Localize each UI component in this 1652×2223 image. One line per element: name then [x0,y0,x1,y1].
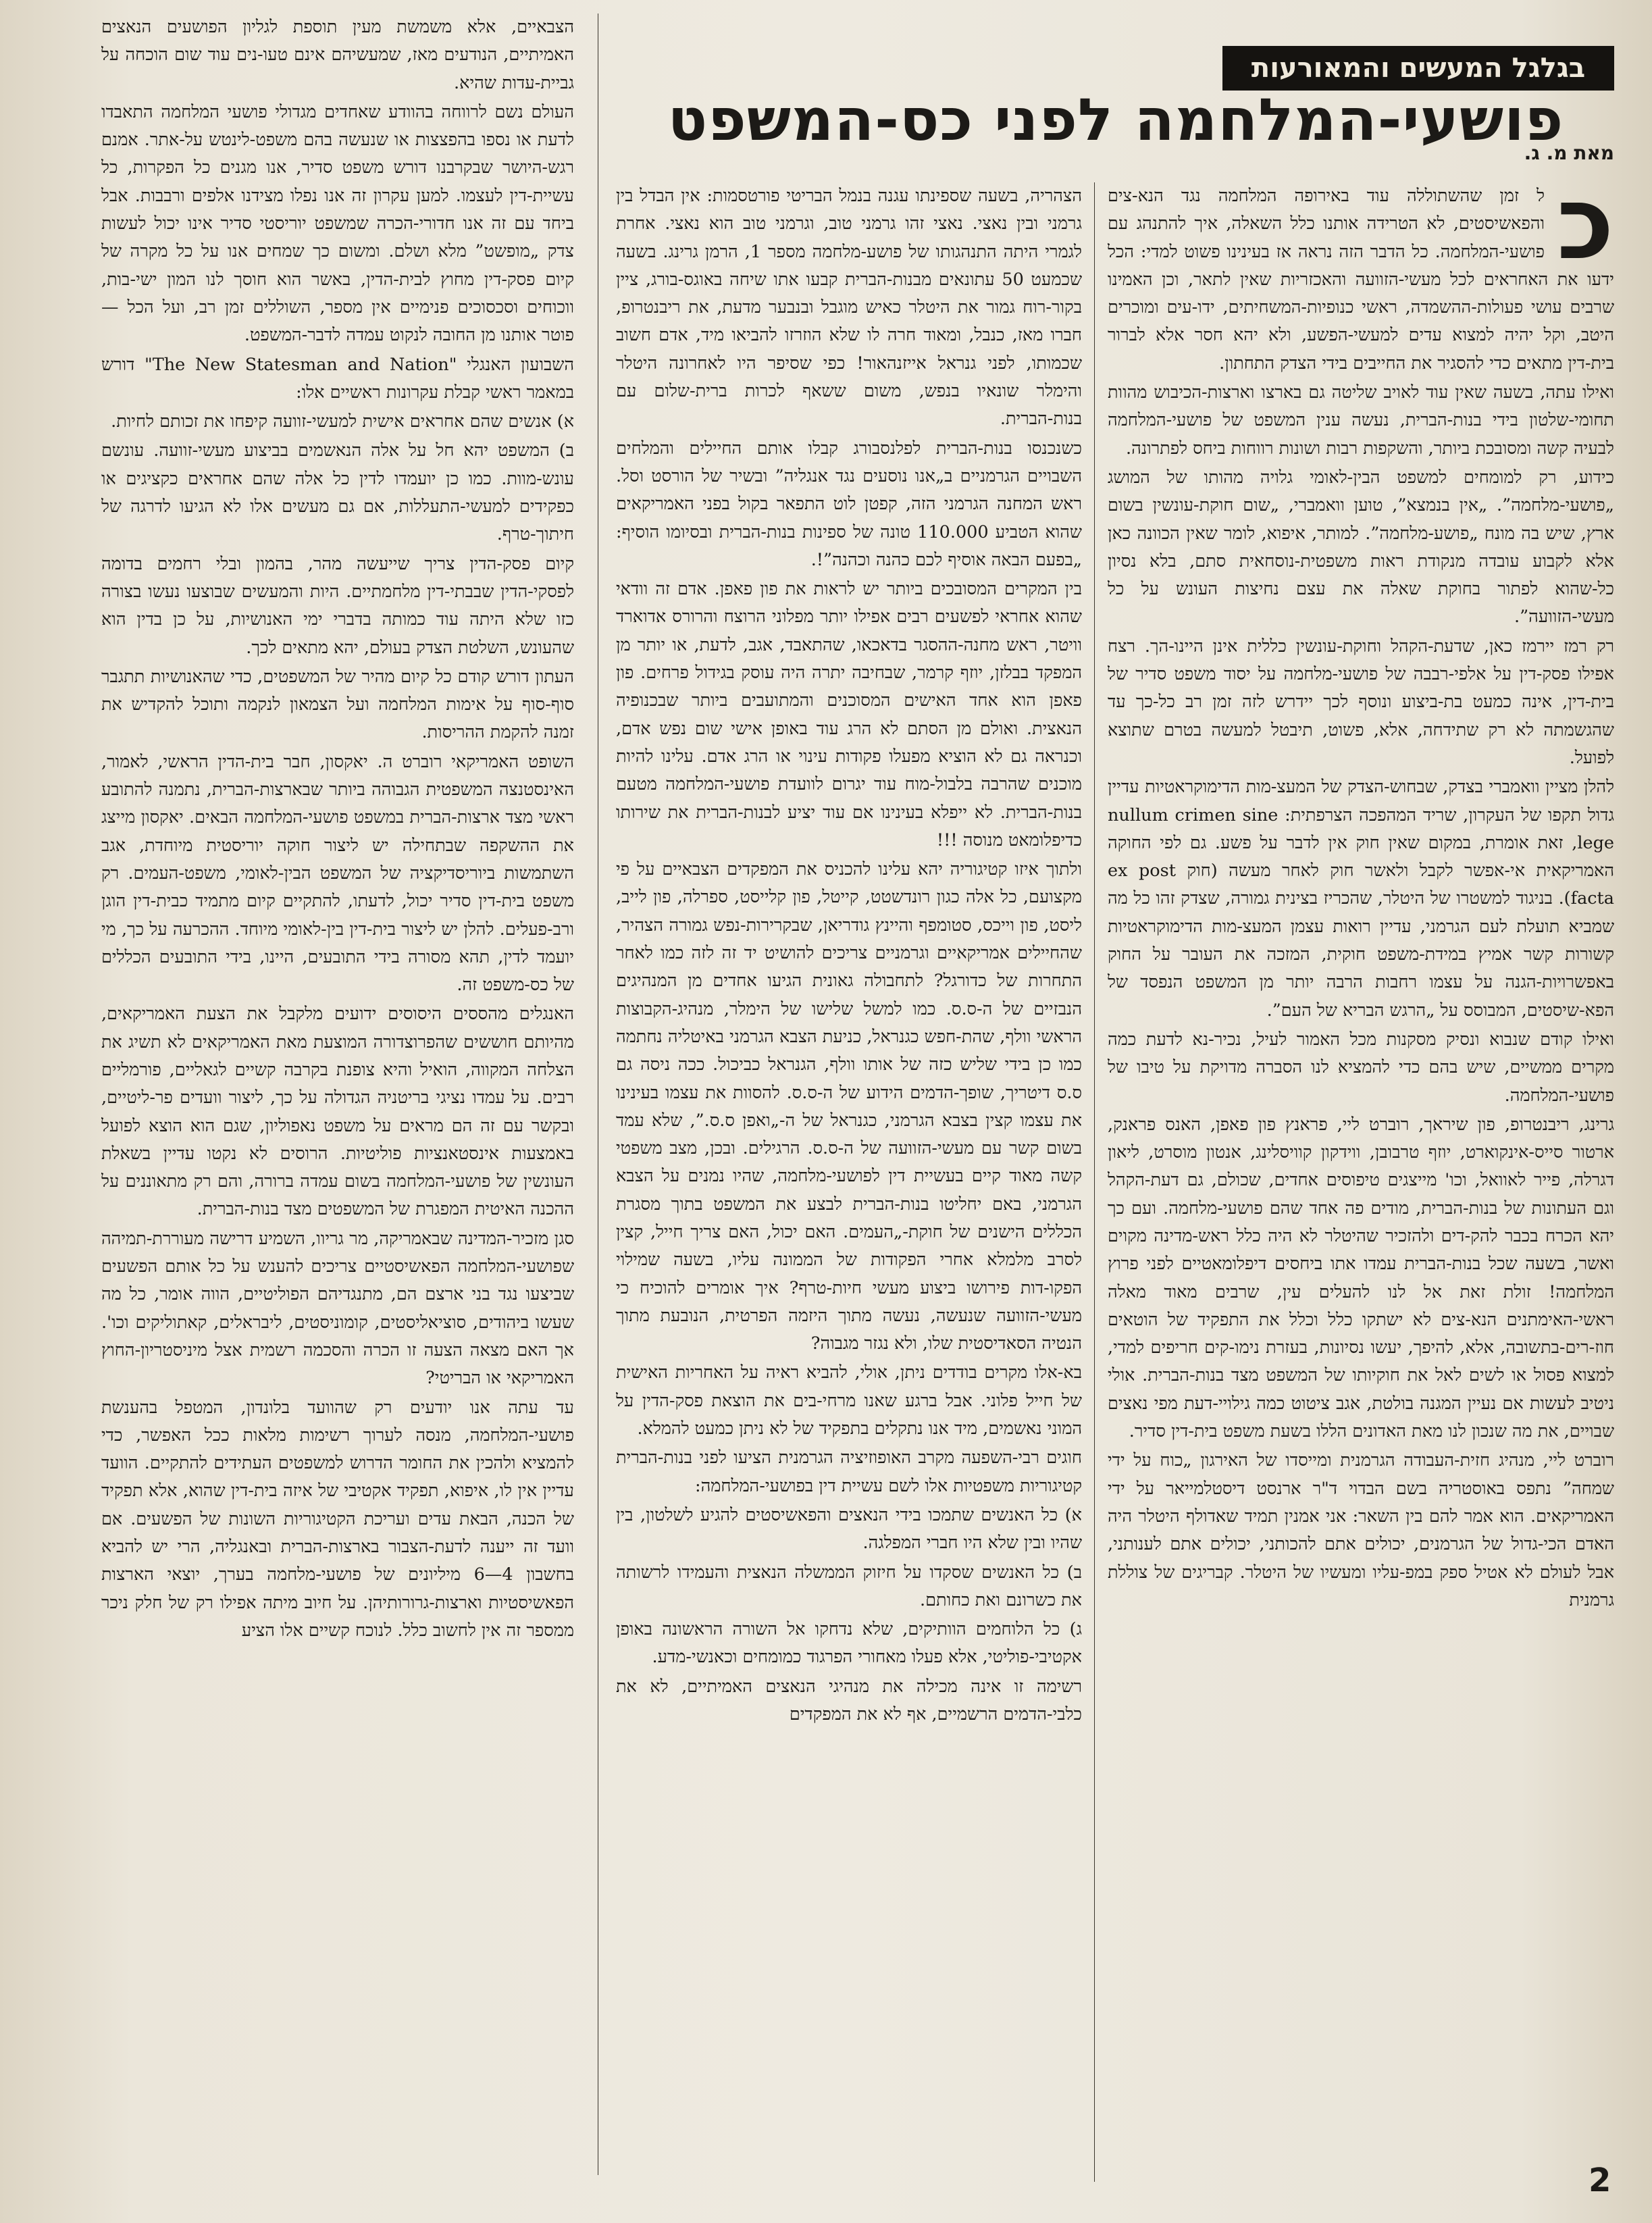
paragraph: ואילו קודם שנבוא ונסיק מסקנות מכל האמור לעיל, נכיר-נא לדעת כמה מקרים ממשיים, שיש בהם כדי להמציא לנו הסברה מדויקת על טיבו של פושעי-המלחמה. [1108,1029,1614,1106]
paragraph: ולתוך איזו קטיגוריה יהא עלינו להכניס את המפקדים הצבאיים על פי מקצועם, כל אלה כגון רונדשטט, קייטל, פון קלייסט, ספרלה, פון לייב, ליסט, פון וייכס, סטומפף והיינץ גודריאן, שבקרירות-נפש גמורה הצהיר, שהחיילים אמריקאיים וגרמניים צריכים להושיט יד זה לזה כמו לאחר התחרות של כדורגל? לתחבולה גאונית הגיעו אחדים מן המנהיגים הנבזיים של ה-ס.ס. כמו למשל שלישו של הימלר, מנהיג-הקבוצות הראשי וולף, שהת-חפש כגנראל, כניעת הצבא הגרמני באיטליה נחתמה כמו כן בידי שליש כזה של אותו וולף, הגנראל כביכול. ככה ניסה גם ס.ס דיטריך, שופך-הדמים הידוע של ה-ס.ס. להסוות את עצמו בעינינו את עצמו קצין בצבא הגרמני, כגנראל של ה-„ואפן ס.ס.”, שלא עמד בשום קשר עם מעשי-הזוועה של ה-ס.ס. הרגילים. ובכן, מצב משפטי קשה מאוד קיים בעשיית דין לפושעי-מלחמה, שהיו נמנים על הצבא הגרמני, באם יחליטו בנות-הברית לבצע את המשפט בתוך מסגרת הכללים הישנים של חוקת-„העמים. האם יכול, האם צריך חייל, קצין לסרב מלמלא אחרי הפקודות של הממונה עליו, בשעה שמילוי הפקו-דות פירושו ביצוע מעשי חיות-טרף? איך אומרים להוכיח כי מעשי-הזוועה שנעשה, נעשה מתוך היזמה הפרטית, הנובעת מתוך הנטיה הסאדיסטית שלו, ולא נגזר מגבוה? [616,859,1082,1354]
page-number: 2 [1589,2162,1611,2199]
list-item: ב) כל האנשים שסקדו על חיזוק הממשלה הנאצית והעמידו לרשותה את כשרונם ואת כחותם. [616,1562,1082,1610]
paragraph: כידוע, רק למומחים למשפט הבין-לאומי גלויה מהותו של המושג „פושעי-מלחמה”. „אין בנמצא”, טוען וואמברי, „שום חוקת-עונשין בשום ארץ, שיש בה מונח „פושע-מלחמה”. למותר, איפוא, לומר שאין הכוונה כאן אלא לקבוע עובדה מנקודת ראות משפטית-נוסחאית סתם, בלא נסיון כל-שהוא לפתור בחוקת שאלה את עצם נחיצות העונש על כל מעשי-הזוועה”. [1108,467,1614,628]
article-column-left [101,14,574,2175]
list-item: א) כל האנשים שתמכו בידי הנאצים והפאשיסטים להגיע לשלטון, בין שהיו ובין שלא היו חברי המפלגה. [616,1504,1082,1554]
article-column-right [1108,182,1614,2182]
column-divider-right [1094,182,1095,2182]
paragraph: הצהריה, בשעה שספינתו עגנה בנמל הבריטי פורטסמות: אין הבדל בין גרמני ובין נאצי. נאצי זהו גרמני טוב, וגרמני טוב הוא נאצי. אחרת לגמרי היתה התנהגותו של פושע-מלחמה מספר 1, הרמן גרינג. בשעה שכמעט 50 עתונאים מבנות-הברית קבעו אתו שיחה באוגס-בורג, ציין בקור-רוח גמור את היטלר כאיש מוגבל ובנבער מדעת, את ריבנטרופ, חברו מאז, כנבל, ומאוד חרה לו שלא הוזרזו להביאו מיד, אדם חשוב שכמותו, לפני גנראל אייזנהאור! כפי שסיפר היו לאחרונה היטלר והימלר שונאיו בנפש, משום ששאף לכרות ברית-שלום עם בנות-הברית. [616,186,1082,430]
paragraph: ל זמן שהשתוללה עוד באירופה המלחמה נגד הנא-צים והפאשיסטים, לא הטרידה אותנו כלל השאלה, איך להתנהג עם פושעי-המלחמה. כל הדבר הזה נראה אז בעינינו פשוט למדי: הכל ידעו את האחראים לכל מעשי-הזוועה והאכזריות שאין לתאר, וכן האמינו שרבים עושי פעולות-ההשמדה, ראשי כנופיות-המשחיתים, ידו-עים ומוכרים היטב, וקל יהיה למצוא עדים למעשי-הפשע, ולא יהא חסר אלא לברור בית-דין מתאים כדי להסגיר את החייבים בידי הצדק התחתון. [1108,186,1614,374]
section-rubric: בגלגל המעשים והמאורעות [1222,46,1614,91]
list-item: ב) המשפט יהא חל על אלה הנאשמים בביצוע מעשי-זוועה. עונשם עונש-מוות. כמו כן יועמדו לדין כל אלה שהם אחראים כקציגים או כפקידים למעשי-התעללות, אם גם מעשים אלו לא הגיעו לדרגה של חיתוך-טרף. [101,440,574,545]
paragraph: קיום פסק-הדין צריך שייעשה מהר, בהמון ובלי רחמים בדומה לפסקי-הדין שבבתי-דין מלחמתיים. היות והמעשים שבוצעו נעשו בצורה כזו שלא היתה עוד כמותה בדברי ימי האנושיות, על כן בדין הוא שהעונש, השלטת הצדק בעולם, יהא מתאים לכך. [101,553,574,658]
paragraph: רק רמז יירמז כאן, שדעת-הקהל וחוקת-עונשין כללית אינן היינו-הך. רצח אפילו פסק-דין על אלפי-רבבה של פושעי-מלחמה על יסוד משפט סדיר של בית-דין, אינה כמעט בת-ביצוע ונוסף לכך יידרש לזה זמן רב כל-כך עד שהגשמתה לא רק שתידחה, אלא, פשוט, תיבטל למעשה בטרם שתוצא לפועל. [1108,636,1614,768]
paragraph: השופט האמריקאי רוברט ה. יאקסון, חבר בית-הדין הראשי, לאמור, האינסטנצה המשפטית הגבוהה ביותר שבארצות-הברית, נתמנה להתובע ראשי מצד ארצות-הברית במשפט פושעי-המלחמה הבאים. יאקסון מייצג את ההשקפה שבתחילה יש ליצור חוקה יוריסטית מיוחדת, אגב השתמשות ביוריסדיקציה של המשפט הבין-לאומי, משפט-העמים. רק משפט בית-דין סדיר יכול, לדעתו, להתקיים קיום מתמיד כבית-דין הוגן ורב-פעלים. להלן יש ליצור בית-דין בין-לאומי מיוחד. ההכרעה על כך, מי יועמד לדין, תהא מסורה בידי התובעים, היינו, בידי התובעים הכללים של כס-משפט זה. [101,751,574,996]
paragraph: רשימה זו אינה מכילה את מנהיגי הנאצים האמיתיים, לא את כלבי-הדמים הרשמיים, אף לא את המפקדים [616,1676,1082,1725]
paragraph: השבועון האנגלי "The New Statesman and Nation" דורש במאמר ראשי קבלת עקרונות ראשיים אלו: [101,354,574,403]
paragraph: רוברט ליי, מנהיג חזית-העבודה הגרמנית ומייסדו של האירגון „כוח על ידי שמחה” נתפס באוסטריה בשם הבדוי ד"ר ארנסט דיסטלמייאר על ידי האמריקאים. הוא אמר להם בין השאר: אני אמנין תמיד שאדולף היטלר היה האדם הכי-גדול של הגרמנים, יכולים אתם להכותני, יכולים אתם לענותני, אבל לעולם לא אטיל ספק במפ-עליו ומעשיו של היטלר. קבריגים של צוללת גרמנית [1108,1450,1614,1610]
paragraph: האנגלים מהססים היסוסים ידועים מלקבל את הצעת האמריקאים, מהיותם חוששים שהפרוצדורה המוצעת מאת האמריקאים לא תשיג את הצלחה המקווה, הואיל והיא צופנת בקרבה קשיים לגאליים, פורמליים רבים. על עמדו נציגי בריטניה הגדולה על כך, ליצור וועדים פר-ליטיים, ובקשר עם זה הם מראים על משפט נאפוליון, שגם הוא הוצא לפועל באמצעות אינסטאנציות פוליטיות. הרוסים לא נקטו עדיין בשאלת העונשין של פושעי-המלחמה בשום עמדה ברורה, והם רק מתאוננים על ההכנה האיטית המפגרת של המשפטים מצד בנות-הברית. [101,1004,574,1220]
paragraph: גרינג, ריבנטרופ, פון שיראך, רוברט ליי, פראנץ פון פאפן, האנס פראנק, ארטור סייס-אינקוארט, יוזף טרבובן, ווידקון קוויסלינג, אנטון מוסרט, ליאון דגרלה, פייר לאוואל, וכו' מייצגים טיפוסים אחדים, שכולם, גם דעת-הקהל וגם העתונות של בנות-הברית, מודים פה אחד שהם פושעי-מלחמה. ועם כך יהא הכרח בכבר להק-דים ולהזכיר שהיטלר לא היה כלל ראש-מדינה מקוים ואשר, בשעה שכל בנות-הברית עמדו אתו ביחסים דיפלומאטיים לפני פרוץ המלחמה! זולת זאת אל לנו להעלים עין, שרבים מאוד מאלה ראשי-האימתנים הנא-צים לא ישתקו כלל וכלל את התפקיד של הוטאים חוז-רים-בתשובה, אלא, להיפך, יעשו נסיונות, בעזרת נימו-קים חריפים למדי, למצוא פסול או לשים לאל את חוקיותו של המשפט מצד בנות-הברית. אולי ניטיב לעשות אם נעיין המגנה בולטת, אגב ציטוט כמה גילויי-דעת מפי נאצים שבויים, את מה שנכון לנו מאת האדונים הללו בשעת משפט בית-דין סדיר. [1108,1114,1614,1442]
paragraph: בא-אלו מקרים בודדים ניתן, אולי, להביא ראיה על האחריות האישית של חייל פלוני. אבל ברגע שאנו מרחי-בים את הוצאת פסק-הדין על המוני נאשמים, מיד אנו נתקלים בתפקיד של לא ניתן כמעט להמלא. [616,1362,1082,1439]
article-column-middle [616,182,1082,2182]
article-headline: פושעי-המלחמה לפני כס-המשפט [667,86,1564,154]
paragraph: סגן מזכיר-המדינה שבאמריקה, מר גריוו, השמיע דרישה מעוררת-תמיהה שפושעי-המלחמה הפאשיסטיים צריכים להענש על כל אותם הפשעים שביצעו נגד בני ארצם הם, מתנגדיהם הפוליטיים, הווה אומר, כל מה שעשו ביהודים, סוציאליסטים, קומוניסטים, ליבראלים, קאתוליקים וכו'. אך האם מצאה הצעה זו הכרה והסכמה רשמית אצל מיניסטריון-החוץ האמריקאי או הבריטי? [101,1228,574,1389]
paragraph: חוגים רבי-השפעה מקרב האופוזיציה הגרמנית הציעו לפני בנות-הברית קטיגוריות משפטיות אלו לשם עשיית דין בפושעי-המלחמה: [616,1448,1082,1496]
drop-cap: כ [1557,182,1614,282]
paragraph: העתון דורש קודם כל קיום מהיר של המשפטים, כדי שהאנושיות תתגבר סוף-סוף על אימות המלחמה ועל הצמאון לנקמה ותוכל להקדיש את זמנה להקמת ההריסות. [101,666,574,743]
list-item: א) אנשים שהם אחראים אישית למעשי-זוועה קיפחו את זכותם לחיות. [111,411,574,432]
paragraph: הצבאיים, אלא משמשת מעין תוספת לגליון הפושעים הנאצים האמיתיים, הנודעים מאז, שמעשיהם אינם טעו-נים עוד שום הוכחה על גביית-עדות שהיא. [101,17,574,93]
article-byline: מאת מ. ג. [1524,142,1614,164]
paragraph: כשנכנסו בנות-הברית לפלנסבורג קבלו אותם החיילים והמלחים השבויים הגרמניים ב„אנו נוסעים נגד אנגליה” ובשיר של הורסט וסל. ראש המחנה הגרמני הזה, קפטן לוט התפאר בקול בפני האמריקאים שהוא הטביע 110.000 טונה של ספינות בנות-הברית ובסיומו הוסיף: „בפעם הבאה אוסיף לכם כהנה וכהנה”!. [616,438,1082,570]
paragraph: בין המקרים המסובכים ביותר יש לראות את פון פאפן. אדם זה וודאי שהוא אחראי לפשעים רבים אפילו יותר מפלוני הרוצח והרורס אדוארד וויטר, ראש מחנה-ההסגר בדאכאו, שהתאבד, אגב, לדעת, או יותר מן המפקד בבלזן, יוזף קרמר, שבחיבה יתרה היה עוסק בגידול פרחים. פון פאפן הוא אחד האישים המסוכנים והמתועבים ביותר שבכנופיה הנאצית. ואולם מן הסתם לא הרג עוד באופן אישי שום נפש אדם, וכנראה גם לא הוציא מפעלו פקודות עינוי או הרג אדם. עלינו להיות מוכנים שהרבה בלבול-מוח עוד יגרום לוועדת פושעי-המלחמה מטעם בנות-הברית. לא ייפלא בעינינו אם עוד יציע לבנות-הברית את שירותו כדיפלומאט מנוסה !!! [616,579,1082,850]
paragraph: להלן מציין וואמברי בצדק, שבחוש-הצדק של המעצ-מות הדימוקראטיות עדיין גדול תקפו של העקרון, שריד המהפכה הצרפתית: nullum crimen sine lege, זאת אומרת, במקום שאין חוק אין לדבר על פשע. גם לפי החוקה האמריקאית אי-אפשר לקבל ולאשר חוק לאחר מעשה (חוק ex post facta). בניגוד למשטרו של היטלר, שהכריז בצינית גמורה, שצדק זהו כל מה שמביא תועלת לעם הגרמני, עדיין רואות עצמן המעצ-מות הדימוקראטיות קשורות קשר אמיץ במידת-משפט חוקית, המזכה את העובר על החוק באפשרויות-הגנה על עצמו רחבות הרבה יותר מן המשפט הנפסד של הפא-שיסטים, המבוסס על „הרגש הבריא של העם”. [1108,777,1614,1021]
paragraph: העולם נשם לרווחה בהוודע שאחדים מגדולי פושעי המלחמה התאבדו לדעת או נספו בהפצצות או שנעשה בהם משפט-לינטש על-אתר. אמנם רגש-היושר שבקרבנו דורש משפט סדיר, אנו מגנים כל הפקרות, כל עשיית-דין לעצמו. למען עקרון זה אנו נפלו מצידנו אלפים ורבבות. אבל ביחד עם זה אנו חדורי-הכרה שמשפט יוריסטי סדיר אינו יכול לעשות צדק „מופשט” מלא ושלם. ומשום כך שמחים אנו על כל מקרה של קיום פסק-דין מחוץ לבית-הדין, באשר הוא חוסך לנו המון ישי-בות, ווכוחים וסכסוכים פנימיים אין מספר, השוללים זמן רב, ועל הכל — פוטר אותנו מן החובה לנקוט עמדה לדבר-המשפט. [101,101,574,346]
list-item: ג) כל הלוחמים הוותיקים, שלא נדחקו אל השורה הראשונה באופן אקטיבי-פוליטי, אלא פעלו מאחורי הפרגוד כמומחים וכאנשי-מדע. [616,1619,1082,1668]
paragraph: עד עתה אנו יודעים רק שהוועד בלונדון, המטפל בהענשת פושעי-המלחמה, מנסה לערוך רשימות מלאות ככל האפשר, כדי להמציא ולהכין את החומר הדרוש למשפטים העתידים להתקיים. הוועד עדיין אין לו, איפוא, תפקיד אקטיבי של איזה בית-דין שהוא, אלא תפקיד של הכנה, הבאת עדים ועריכת הקטיגוריות השונות של הפשעים. אם וועד זה ייענה לדעת-הצבור בארצות-הברית ובאנגליה, הרי יש להביא בחשבון 4—6 מיליונים של פושעי-מלחמה בערך, יוצאי הארצות הפאשיסטיות וארצות-גרורותיהן. על חיוב מיתה אפילו רק של חלק ניכר ממספר זה אין לחשוב כלל. לנוכח קשיים אלו הציע [101,1397,574,1641]
paragraph: ואילו עתה, בשעה שאין עוד לאויב שליטה גם בארצו וארצות-הכיבוש מהוות תחומי-שלטון בידי בנות-הברית, נעשה ענין המשפט של פושעי-המלחמה לבעיה קשה ומסובכת ביותר, והשקפות רבות ושונות רווחות ביחס לפתרונה. [1108,382,1614,459]
